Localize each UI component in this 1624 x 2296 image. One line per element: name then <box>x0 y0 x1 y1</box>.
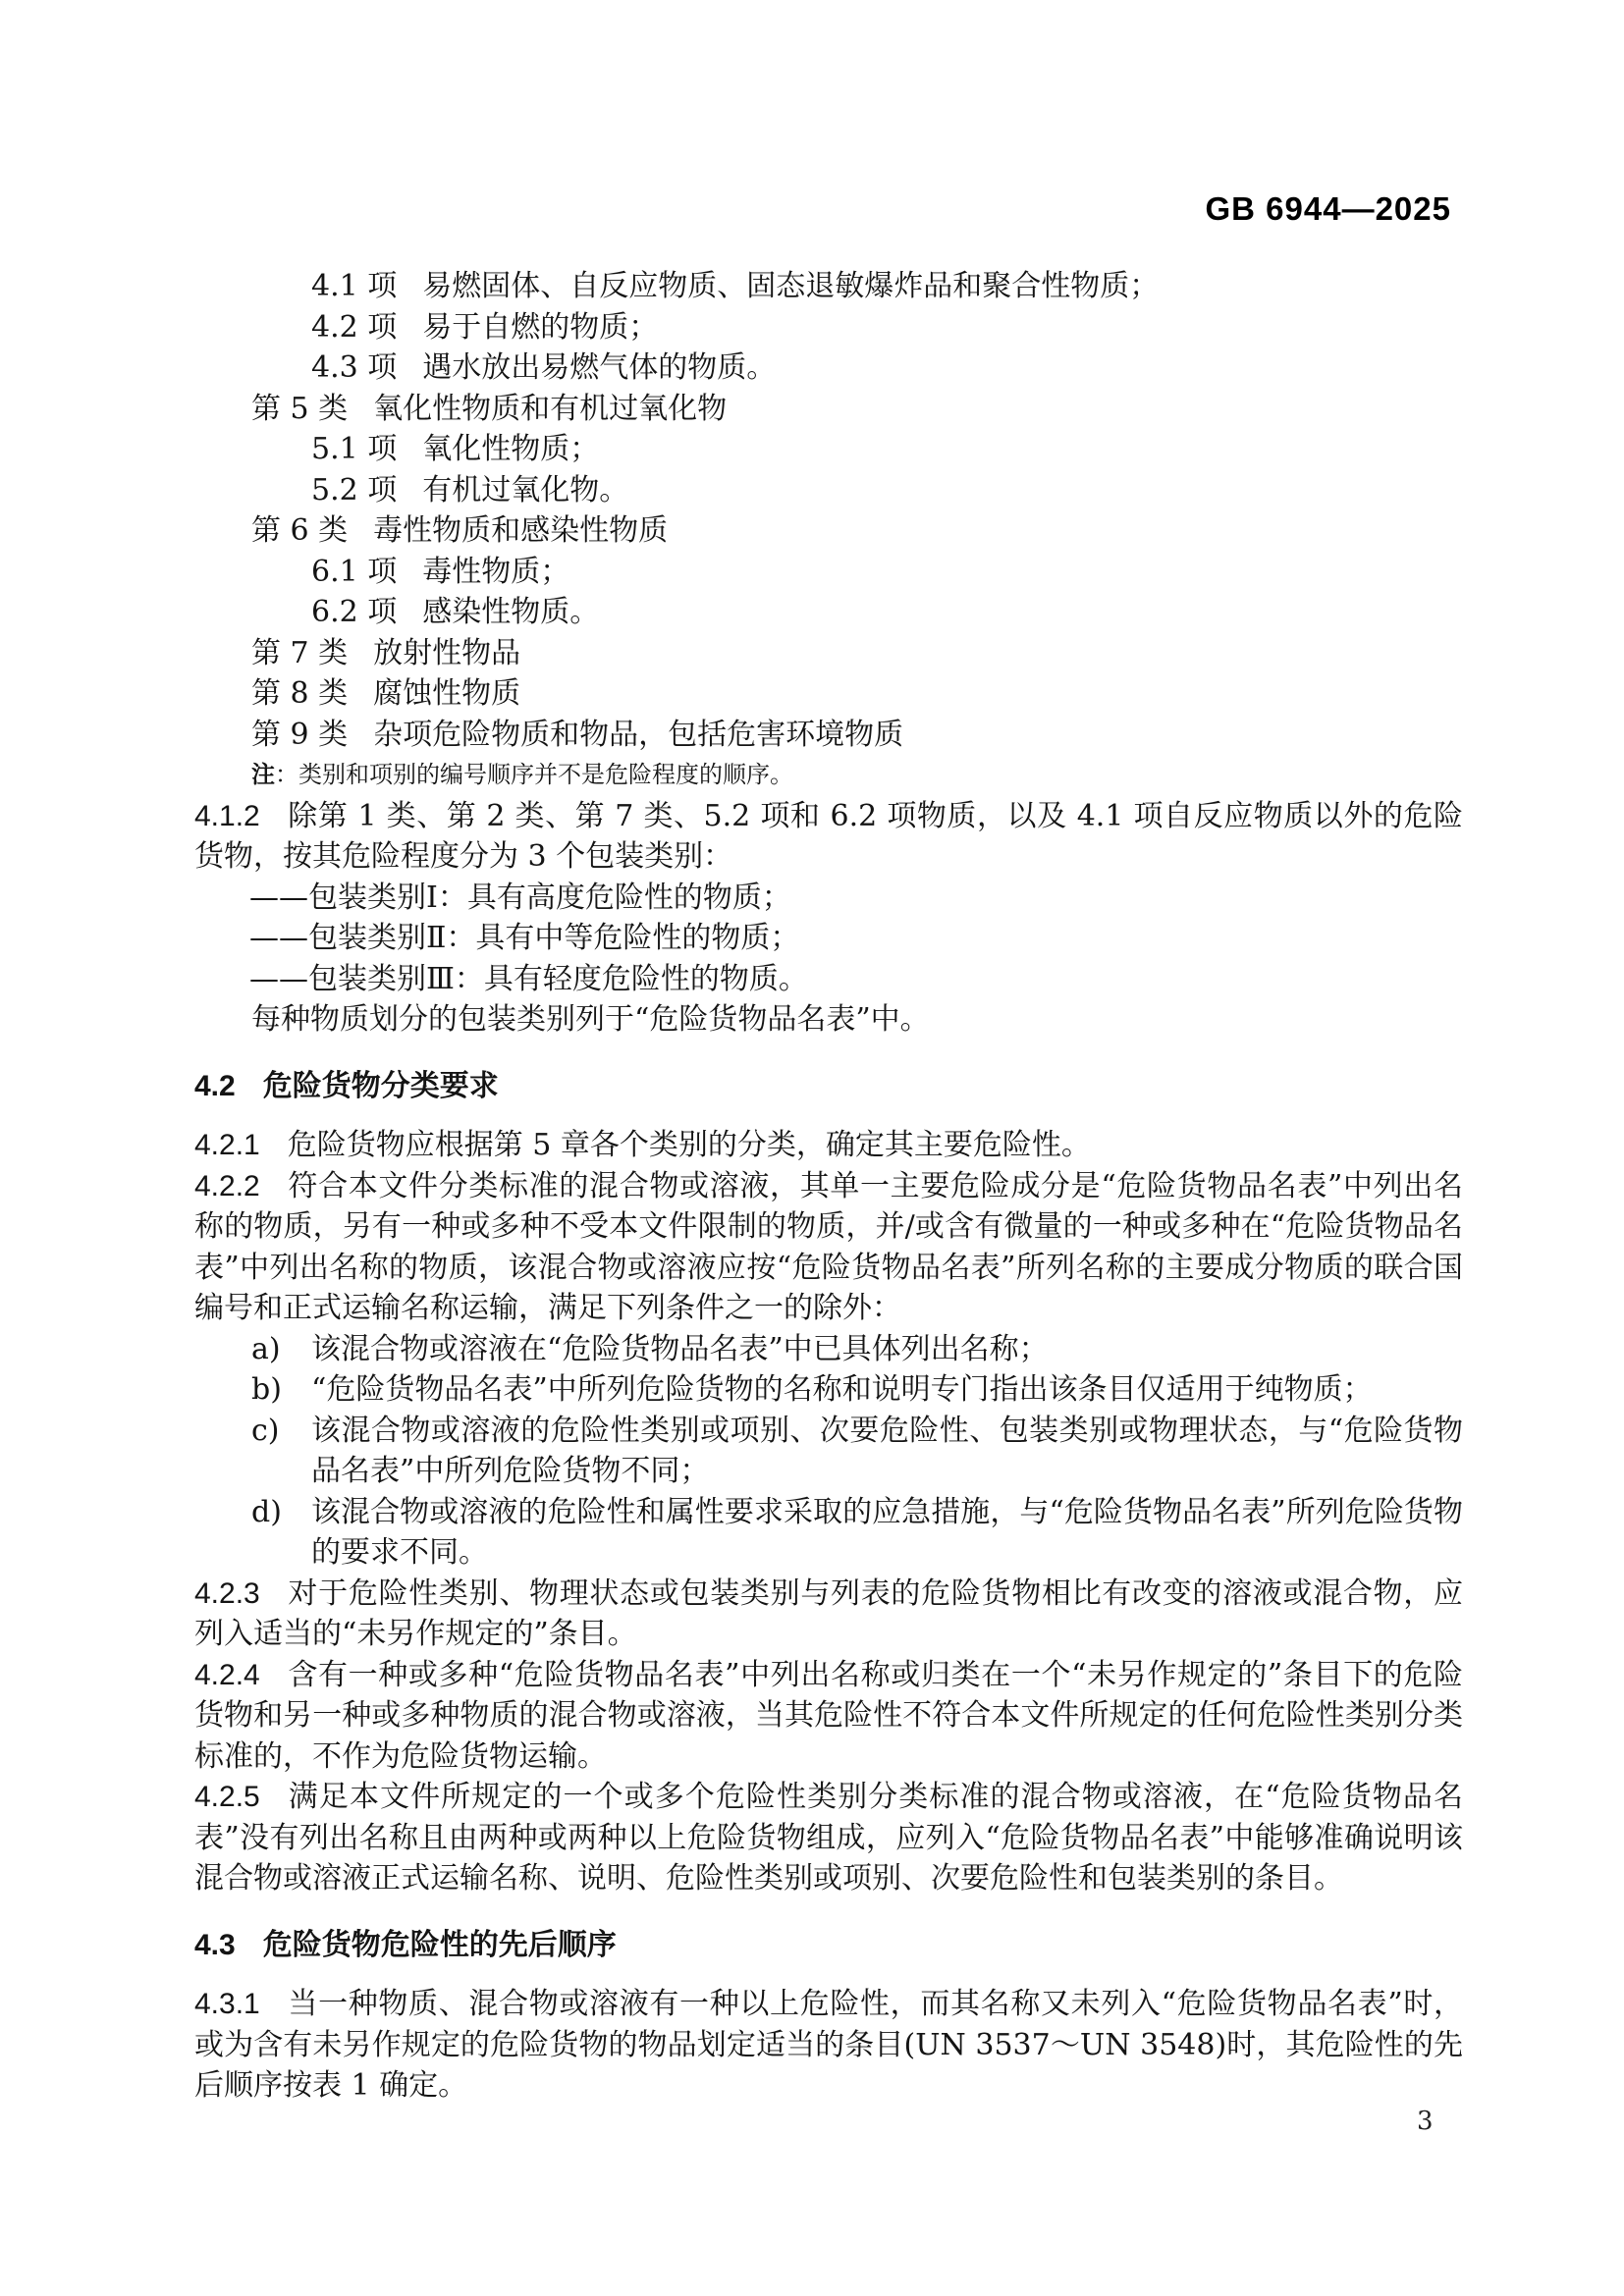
document-body <box>194 266 1463 2107</box>
block-label: 4.2 项 <box>311 309 398 345</box>
block-text: ——包装类别Ⅲ：具有轻度危险性的物质。 <box>249 961 808 996</box>
clause-paragraph <box>194 1166 1463 1329</box>
block-text: 杂项危险物质和物品，包括危害环境物质 <box>373 717 904 752</box>
block-text: 对于危险性类别、物理状态或包装类别与列表的危险货物相比有改变的溶液或混合物，应列入适当的“未另作规定的”条目。 <box>194 1575 1463 1651</box>
block-label: 6.2 项 <box>311 595 398 629</box>
clause-paragraph <box>194 1655 1463 1778</box>
block-text: 毒性物质； <box>422 554 570 589</box>
division-list-item <box>194 552 1463 593</box>
standard-code-header: GB 6944—2025 <box>1205 190 1451 227</box>
block-label: 第 5 类 <box>251 391 349 426</box>
section-heading <box>194 1066 1463 1107</box>
dash-list-item <box>194 959 1463 1000</box>
block-label: 4.2.1 <box>194 1129 260 1161</box>
block-label: 4.3 项 <box>311 350 398 385</box>
block-text: 该混合物或溶液的危险性和属性要求采取的应急措施，与“危险货物品名表”所列危险货物的要求不同。 <box>311 1494 1463 1570</box>
division-list-item <box>194 429 1463 470</box>
block-label: 4.2.3 <box>194 1576 260 1610</box>
block-text: “危险货物品名表”中所列危险货物的名称和说明专门指出该条目仅适用于纯物质； <box>311 1372 1373 1407</box>
block-text: 该混合物或溶液的危险性类别或项别、次要危险性、包装类别或物理状态，与“危险货物品名表”中所列危险货物不同； <box>311 1413 1463 1488</box>
letter-list-item <box>194 1369 1463 1411</box>
block-text: 氧化性物质和有机过氧化物 <box>373 391 728 426</box>
letter-list-item <box>194 1329 1463 1370</box>
section-heading <box>194 1925 1463 1966</box>
division-list-item <box>194 470 1463 511</box>
class-list-item <box>194 633 1463 674</box>
block-label: d) <box>251 1494 282 1529</box>
dash-list-item <box>194 878 1463 919</box>
block-label: 6.1 项 <box>311 554 398 589</box>
block-label: 注 <box>251 762 275 788</box>
block-label: 5.2 项 <box>311 472 398 507</box>
block-label: 4.2 <box>194 1069 236 1102</box>
block-text: 该混合物或溶液在“危险货物品名表”中已具体列出名称； <box>311 1331 1049 1366</box>
block-label: 4.2.2 <box>194 1169 260 1202</box>
block-text: 有机过氧化物。 <box>422 472 629 507</box>
block-label: 4.1.2 <box>194 799 260 832</box>
class-list-item <box>194 673 1463 715</box>
block-label: c) <box>251 1413 280 1448</box>
dash-list-item <box>194 918 1463 959</box>
block-label: 4.2.4 <box>194 1658 260 1691</box>
block-text: 除第 1 类、第 2 类、第 7 类、5.2 项和 6.2 项物质，以及 4.1 项自反应物质以外的危险货物，按其危险程度分为 3 个包装类别： <box>194 798 1463 874</box>
block-text: 腐蚀性物质 <box>373 676 521 711</box>
block-text: 每种物质划分的包装类别列于“危险货物品名表”中。 <box>251 1002 930 1037</box>
letter-list-item <box>194 1411 1463 1492</box>
block-text: 危险货物危险性的先后顺序 <box>262 1928 617 1961</box>
block-label: 第 6 类 <box>251 513 349 548</box>
block-text: ——包装类别Ⅰ：具有高度危险性的物质； <box>249 880 791 915</box>
block-label: a) <box>251 1331 281 1366</box>
block-text: 易于自燃的物质； <box>422 309 659 345</box>
block-label: b) <box>251 1372 282 1407</box>
division-list-item <box>194 592 1463 633</box>
block-text: 氧化性物质； <box>422 432 600 466</box>
block-text: 符合本文件分类标准的混合物或溶液，其单一主要危险成分是“危险货物品名表”中列出名称的物质，另有一种或多种不受本文件限制的物质，并/或含有微量的一种或多种在“危险货物品名表”中列出名称的物质，该混合物或溶液应按“危险货物品名表”所列名称的主要成分物质的联合国编号和正式运输名称运输，满足下列条件之一的除外： <box>194 1168 1463 1325</box>
block-label: 4.3.1 <box>194 1988 260 2020</box>
block-label: 4.1 项 <box>311 269 398 303</box>
clause-paragraph <box>194 1125 1463 1166</box>
clause-paragraph <box>194 796 1463 878</box>
block-text: 危险货物应根据第 5 章各个类别的分类，确定其主要危险性。 <box>287 1128 1091 1162</box>
block-text: 满足本文件所规定的一个或多个危险性类别分类标准的混合物或溶液，在“危险货物品名表”没有列出名称且由两种或两种以上危险货物组成，应列入“危险货物品名表”中能够准确说明该混合物或溶液正式运输名称、说明、危险性类别或项别、次要危险性和包装类别的条目。 <box>194 1780 1463 1896</box>
note-line <box>194 755 1463 796</box>
clause-paragraph <box>194 1574 1463 1655</box>
block-text: 含有一种或多种“危险货物品名表”中列出名称或归类在一个“未另作规定的”条目下的危险货物和另一种或多种物质的混合物或溶液，当其危险性不符合本文件所规定的任何危险性类别分类标准的，不作为危险货物运输。 <box>194 1657 1463 1774</box>
class-list-item <box>194 715 1463 756</box>
block-text: 感染性物质。 <box>422 595 600 629</box>
block-label: 第 9 类 <box>251 717 349 752</box>
block-text: 遇水放出易燃气体的物质。 <box>422 350 777 385</box>
page-number: 3 <box>1417 2107 1434 2136</box>
clause-paragraph <box>194 1777 1463 1899</box>
block-text: 当一种物质、混合物或溶液有一种以上危险性，而其名称又未列入“危险货物品名表”时，或为含有未另作规定的危险货物的物品划定适当的条目(UN 3537～UN 3548)时，其危险性的先后顺序按表 1 确定。 <box>194 1987 1463 2103</box>
block-label: 4.2.5 <box>194 1781 260 1813</box>
block-text: ：类别和项别的编号顺序并不是危险程度的顺序。 <box>275 761 793 788</box>
division-list-item <box>194 307 1463 348</box>
block-label: 第 8 类 <box>251 676 349 711</box>
class-list-item <box>194 510 1463 552</box>
division-list-item <box>194 347 1463 389</box>
block-text: 易燃固体、自反应物质、固态退敏爆炸品和聚合性物质； <box>422 269 1160 303</box>
block-text: ——包装类别Ⅱ：具有中等危险性的物质； <box>249 921 800 955</box>
block-text: 毒性物质和感染性物质 <box>373 513 669 548</box>
block-text: 危险货物分类要求 <box>262 1069 499 1102</box>
block-label: 5.1 项 <box>311 432 398 466</box>
block-label: 4.3 <box>194 1928 236 1961</box>
division-list-item <box>194 266 1463 307</box>
paragraph <box>194 999 1463 1041</box>
class-list-item <box>194 389 1463 430</box>
clause-paragraph <box>194 1984 1463 2107</box>
letter-list-item <box>194 1492 1463 1574</box>
block-label: 第 7 类 <box>251 635 349 670</box>
block-text: 放射性物品 <box>373 635 521 670</box>
